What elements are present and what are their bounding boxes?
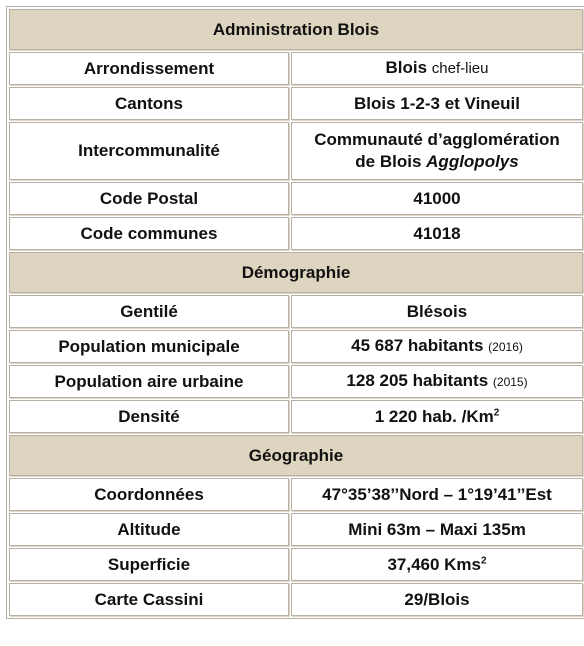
row-label-coordonnees: Coordonnées (9, 478, 289, 511)
row-label-code-communes: Code communes (9, 217, 289, 250)
table-row (9, 513, 583, 546)
row-value-population-municipale (291, 330, 583, 363)
row-value-superficie (291, 548, 583, 581)
row-label-densite: Densité (9, 400, 289, 433)
section-title-administration: Administration Blois (9, 9, 583, 50)
row-value-altitude: Mini 63m – Maxi 135m (291, 513, 583, 546)
superficie-sup: 2 (481, 554, 487, 566)
row-value-intercommunalite (291, 122, 583, 180)
population-municipale-value: 45 687 habitants (351, 336, 484, 355)
row-value-population-aire-urbaine (291, 365, 583, 398)
row-label-intercommunalite: Intercommunalité (9, 122, 289, 180)
row-value-coordonnees: 47°35’38’’Nord – 1°19’41’’Est (291, 478, 583, 511)
info-table-container (6, 6, 582, 619)
table-row (9, 365, 583, 398)
table-row (9, 583, 583, 616)
table-row (9, 295, 583, 328)
intercommunalite-line2: de Blois (355, 152, 422, 171)
table-row (9, 400, 583, 433)
info-table (6, 6, 584, 619)
population-aire-urbaine-value: 128 205 habitants (346, 371, 489, 390)
section-header-row (9, 252, 583, 293)
row-value-code-postal: 41000 (291, 182, 583, 215)
table-row (9, 182, 583, 215)
row-label-population-municipale: Population municipale (9, 330, 289, 363)
table-row (9, 548, 583, 581)
intercommunalite-line1: Communauté d’agglomération (314, 130, 560, 149)
row-label-code-postal: Code Postal (9, 182, 289, 215)
row-label-altitude: Altitude (9, 513, 289, 546)
row-value-arrondissement (291, 52, 583, 85)
table-row (9, 52, 583, 85)
row-label-carte-cassini: Carte Cassini (9, 583, 289, 616)
arrondissement-value: Blois (385, 58, 428, 77)
row-label-gentile: Gentilé (9, 295, 289, 328)
row-label-arrondissement: Arrondissement (9, 52, 289, 85)
table-row (9, 122, 583, 180)
section-title-demographie: Démographie (9, 252, 583, 293)
arrondissement-note: chef-lieu (431, 60, 489, 77)
table-row (9, 478, 583, 511)
row-label-population-aire-urbaine: Population aire urbaine (9, 365, 289, 398)
population-aire-urbaine-note: (2015) (492, 375, 528, 389)
row-value-code-communes: 41018 (291, 217, 583, 250)
table-row (9, 330, 583, 363)
table-row (9, 87, 583, 120)
row-value-gentile: Blésois (291, 295, 583, 328)
population-municipale-note: (2016) (488, 340, 523, 354)
superficie-value: 37,460 Kms (387, 554, 482, 574)
intercommunalite-italic: Agglopolys (426, 152, 519, 171)
section-title-geographie: Géographie (9, 435, 583, 476)
row-value-cantons: Blois 1-2-3 et Vineuil (291, 87, 583, 120)
densite-value: 1 220 hab. /Km (374, 406, 494, 426)
section-header-row (9, 435, 583, 476)
densite-sup: 2 (493, 406, 500, 418)
table-row (9, 217, 583, 250)
row-value-densite (291, 400, 583, 433)
row-label-superficie: Superficie (9, 548, 289, 581)
section-header-row (9, 9, 583, 50)
row-label-cantons: Cantons (9, 87, 289, 120)
row-value-carte-cassini: 29/Blois (291, 583, 583, 616)
